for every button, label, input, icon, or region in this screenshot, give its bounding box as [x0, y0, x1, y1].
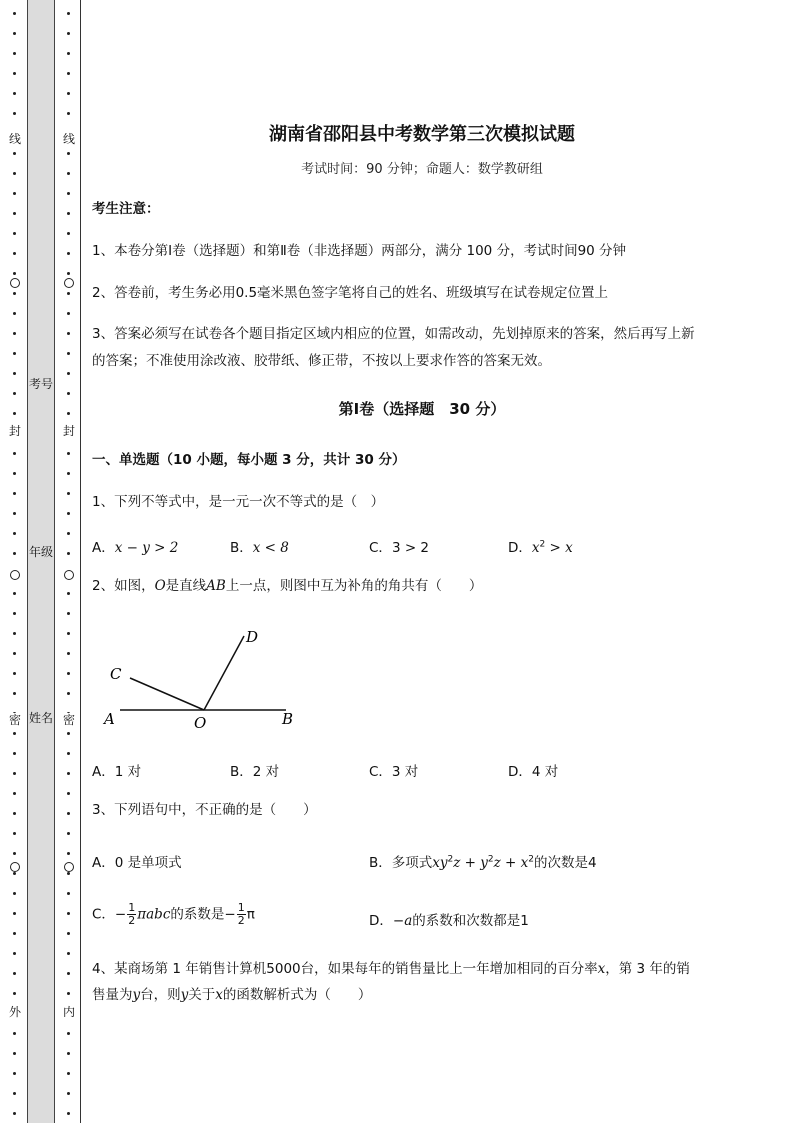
q3-c-fraction — [127, 902, 136, 927]
binding-dot — [67, 492, 70, 495]
ray-oc — [130, 678, 204, 710]
binding-dot — [67, 632, 70, 635]
binding-dot — [13, 932, 16, 935]
binding-dot — [13, 272, 16, 275]
binding-dot — [67, 792, 70, 795]
q4-line2-mid2: 关于 — [188, 987, 216, 1003]
binding-dot — [67, 772, 70, 775]
binding-dot — [67, 672, 70, 675]
q1-option-d-base: x — [531, 540, 540, 556]
binding-dot — [67, 692, 70, 695]
q1-stem: 1、下列不等式中，是一元一次不等式的是（ ） — [92, 494, 385, 510]
q2-stem-line-ab: AB — [206, 578, 226, 594]
q1-option-d-exponent: 2 — [539, 539, 546, 550]
q3-stem: 3、下列语句中，不正确的是（ ） — [92, 802, 317, 818]
binding-dot — [67, 152, 70, 155]
binding-dot — [67, 832, 70, 835]
binding-dot — [13, 1072, 16, 1075]
q4-line2-pre: 售量为 — [92, 987, 133, 1003]
q1-option-a-label: A． — [92, 540, 115, 556]
q3-c-fraction2 — [237, 902, 246, 927]
section-heading-single-choice: 一、单选题（10 小题，每小题 3 分，共计 30 分） — [92, 452, 406, 468]
binding-dot — [67, 752, 70, 755]
right-mark-xian: 线 — [62, 132, 75, 146]
q1-option-d-label: D． — [508, 540, 532, 556]
q3-c-denominator: 2 — [128, 914, 136, 927]
binding-dot — [67, 192, 70, 195]
binding-dot — [13, 652, 16, 655]
exam-title: 湖南省邵阳县中考数学第三次模拟试题 — [269, 124, 575, 145]
binding-dot — [67, 232, 70, 235]
binding-dot — [67, 992, 70, 995]
q4-stem-line1 — [92, 956, 690, 982]
q3-option-d-post: 的系数和次数都是1 — [412, 913, 529, 929]
binding-dot — [67, 852, 70, 855]
q2-option-b: B．2 对 — [230, 764, 280, 780]
binding-dot — [67, 92, 70, 95]
q2-stem — [92, 573, 482, 599]
q3-b-term1-exp: 2 — [447, 854, 454, 865]
binding-dot — [13, 112, 16, 115]
binding-dot — [13, 912, 16, 915]
binding-dot — [67, 872, 70, 875]
q1-option-a-expr: x − y > 2 — [114, 540, 179, 556]
binding-dot — [13, 412, 16, 415]
q3-option-d-label: D．− — [369, 913, 405, 929]
q1-option-b-label: B． — [230, 540, 253, 556]
binding-dot — [67, 1032, 70, 1035]
binding-dot — [13, 472, 16, 475]
binding-dot — [67, 452, 70, 455]
binding-dot — [13, 612, 16, 615]
q4-stem-line2 — [92, 982, 371, 1008]
q3-option-b-pre: B．多项式 — [369, 855, 433, 871]
notice-heading: 考生注意： — [92, 201, 160, 217]
margin-divider-line — [80, 0, 81, 1123]
q4-line2-x: x — [215, 987, 223, 1003]
binding-dot — [13, 732, 16, 735]
binding-dot — [13, 632, 16, 635]
binding-dot — [67, 1072, 70, 1075]
binding-dot — [67, 612, 70, 615]
binding-dot — [13, 592, 16, 595]
binding-dot — [13, 292, 16, 295]
q3-c-denominator2: 2 — [237, 914, 245, 927]
binding-dot — [67, 652, 70, 655]
binding-dot — [67, 892, 70, 895]
binding-dot — [13, 692, 16, 695]
binding-dot — [67, 212, 70, 215]
ray-od — [204, 636, 244, 710]
binding-dot — [67, 332, 70, 335]
q4-line1-x: x — [597, 961, 606, 977]
binding-dot — [67, 32, 70, 35]
left-circle-mark — [10, 570, 20, 580]
binding-dot — [67, 112, 70, 115]
binding-dot — [67, 972, 70, 975]
q4-line2-post: 的函数解析式为（ ） — [222, 987, 372, 1003]
binding-dot — [13, 12, 16, 15]
binding-dot — [13, 952, 16, 955]
q2-option-c: C．3 对 — [369, 764, 419, 780]
binding-dot — [13, 192, 16, 195]
q3-option-d — [369, 909, 529, 929]
binding-dot — [13, 492, 16, 495]
binding-dot — [13, 252, 16, 255]
binding-dot — [67, 412, 70, 415]
right-mark-mi: 密 — [62, 713, 75, 727]
binding-dot — [13, 52, 16, 55]
q3-c-mid: 的系数是− — [170, 906, 236, 923]
binding-dot — [67, 912, 70, 915]
label-b: B — [282, 710, 294, 728]
q3-b-term1: xy — [432, 855, 448, 871]
q3-b-term2-exp: 2 — [487, 854, 494, 865]
left-mark-mi: 密 — [8, 713, 21, 727]
binding-dot — [13, 772, 16, 775]
binding-dot — [67, 392, 70, 395]
binding-dot — [67, 12, 70, 15]
binding-dot — [13, 992, 16, 995]
label-a: A — [104, 710, 115, 728]
binding-dot — [67, 1092, 70, 1095]
q1-option-d — [508, 536, 573, 556]
binding-dot — [67, 512, 70, 515]
right-circle-mark — [64, 862, 74, 872]
binding-dot — [13, 1112, 16, 1115]
q2-stem-post: 上一点，则图中互为补角的角共有（ ） — [225, 578, 483, 594]
binding-dot — [13, 672, 16, 675]
binding-dot — [13, 72, 16, 75]
q2-stem-pre: 2、如图， — [92, 578, 155, 594]
left-mark-feng: 封 — [8, 424, 21, 438]
q2-stem-point-o: O — [154, 578, 166, 594]
q2-stem-mid: 是直线 — [165, 578, 207, 594]
q3-option-a: A．0 是单项式 — [92, 855, 182, 871]
notice-item-1: 1、本卷分第Ⅰ卷（选择题）和第Ⅱ卷（非选择题）两部分，满分 100 分，考试时间90 分钟 — [92, 243, 627, 259]
binding-dot — [67, 472, 70, 475]
label-d: D — [246, 628, 259, 646]
q3-d-variable: a — [404, 913, 413, 929]
q1-option-c — [369, 536, 429, 556]
q2-option-d: D．4 对 — [508, 764, 559, 780]
binding-dot — [13, 152, 16, 155]
right-dotted-binding-line — [62, 0, 76, 1123]
part1-title: 第Ⅰ卷（选择题 30 分） — [338, 400, 506, 418]
notice-item-2: 2、答卷前，考生务必用0.5毫米黑色签字笔将自己的姓名、班级填写在试卷规定位置上 — [92, 285, 609, 301]
binding-dot — [13, 872, 16, 875]
q4-line1-pre: 4、某商场第 1 年销售计算机5000台，如果每年的销售量比上一年增加相同的百分率 — [92, 961, 598, 977]
right-mark-feng: 封 — [62, 424, 75, 438]
notice-item-3-line2: 的答案；不准使用涂改液、胶带纸、修正带，不按以上要求作答的答案无效。 — [92, 353, 551, 369]
binding-dot — [13, 972, 16, 975]
exam-subtitle: 考试时间：90 分钟；命题人：数学教研组 — [301, 162, 543, 177]
binding-dot — [67, 952, 70, 955]
q4-line2-y: y — [132, 987, 141, 1003]
binding-dot — [13, 212, 16, 215]
right-circle-mark — [64, 570, 74, 580]
binding-dot — [13, 832, 16, 835]
notice-item-3-line1: 3、答案必须写在试卷各个题目指定区域内相应的位置，如需改动，先划掉原来的答案，然后再写上新 — [92, 326, 695, 342]
binding-info-strip — [27, 0, 55, 1123]
left-circle-mark — [10, 862, 20, 872]
q1-option-b-expr: x < 8 — [252, 540, 289, 556]
binding-dot — [13, 312, 16, 315]
binding-dot — [13, 1032, 16, 1035]
q3-b-term3-exp: 2 — [528, 854, 534, 865]
binding-dot — [13, 392, 16, 395]
binding-dot — [67, 1112, 70, 1115]
binding-dot — [13, 512, 16, 515]
name-field-label: 姓名 — [28, 711, 53, 725]
binding-dot — [13, 352, 16, 355]
binding-dot — [13, 452, 16, 455]
binding-dot — [13, 332, 16, 335]
exam-number-field-label: 考号 — [28, 377, 53, 391]
binding-dot — [67, 732, 70, 735]
binding-dot — [67, 292, 70, 295]
q1-option-a — [92, 536, 178, 556]
binding-dot — [67, 532, 70, 535]
q1-option-d-rest: > x — [545, 540, 573, 556]
binding-dot — [13, 792, 16, 795]
right-circle-mark — [64, 278, 74, 288]
binding-dot — [13, 1092, 16, 1095]
q1-option-c-expr: 3 > 2 — [391, 540, 430, 556]
binding-dot — [67, 272, 70, 275]
binding-dot — [67, 352, 70, 355]
label-o: O — [194, 714, 207, 732]
q2-option-a: A．1 对 — [92, 764, 142, 780]
label-c: C — [110, 665, 122, 683]
binding-dot — [13, 1052, 16, 1055]
q3-b-term2-end: z + x — [493, 855, 529, 871]
binding-dot — [13, 552, 16, 555]
binding-dot — [67, 252, 70, 255]
binding-dot — [13, 172, 16, 175]
q3-c-numerator: 1 — [128, 901, 136, 914]
binding-dot — [13, 852, 16, 855]
binding-dot — [13, 32, 16, 35]
binding-dot — [13, 92, 16, 95]
left-dotted-binding-line — [8, 0, 22, 1123]
q3-option-c — [92, 902, 255, 927]
left-mark-xian: 线 — [8, 132, 21, 146]
binding-dot — [67, 72, 70, 75]
grade-field-label: 年级 — [28, 545, 53, 559]
q3-option-c-label: C．− — [92, 906, 127, 923]
q3-c-numerator2: 1 — [237, 901, 245, 914]
binding-dot — [67, 372, 70, 375]
q2-geometry-figure — [98, 622, 308, 734]
binding-dot — [67, 592, 70, 595]
binding-dot — [13, 812, 16, 815]
binding-dot — [67, 52, 70, 55]
q1-option-b — [230, 536, 289, 556]
binding-dot — [67, 552, 70, 555]
binding-dot — [67, 812, 70, 815]
binding-dot — [13, 232, 16, 235]
q4-line2-y2: y — [180, 987, 189, 1003]
binding-dot — [13, 752, 16, 755]
q3-c-variable: πabc — [137, 906, 171, 923]
q3-c-end: π — [246, 906, 255, 923]
q4-line1-post: ，第 3 年的销 — [605, 961, 690, 977]
binding-dot — [67, 1052, 70, 1055]
left-circle-mark — [10, 278, 20, 288]
q1-option-c-label: C． — [369, 540, 392, 556]
left-mark-wai: 外 — [8, 1005, 21, 1019]
binding-dot — [67, 172, 70, 175]
q3-b-term1-end: z + y — [453, 855, 488, 871]
binding-dot — [67, 932, 70, 935]
binding-dot — [13, 892, 16, 895]
right-mark-nei: 内 — [62, 1005, 75, 1019]
binding-dot — [13, 372, 16, 375]
q3-option-b — [369, 851, 597, 871]
binding-dot — [67, 312, 70, 315]
binding-dot — [13, 532, 16, 535]
q3-option-b-post: 的次数是4 — [533, 855, 597, 871]
q4-line2-mid: 台，则 — [140, 987, 181, 1003]
